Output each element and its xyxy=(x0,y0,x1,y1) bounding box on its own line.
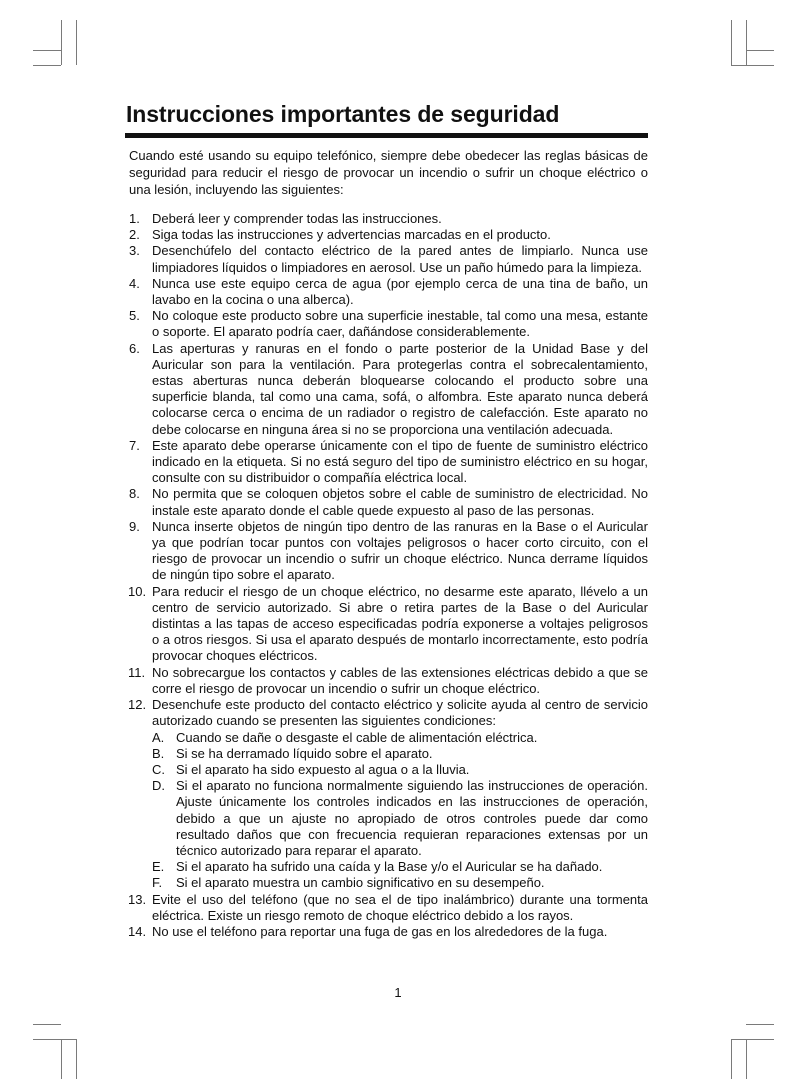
crop-mark xyxy=(76,1039,77,1079)
item-number: 2. xyxy=(129,227,140,243)
item-number: 14. xyxy=(128,923,147,939)
item-number: 6. xyxy=(129,340,140,356)
crop-mark xyxy=(61,20,62,65)
list-item xyxy=(129,211,648,227)
crop-mark xyxy=(33,50,61,51)
list-item xyxy=(129,341,648,438)
crop-mark xyxy=(746,20,747,65)
sub-item-letter: A. xyxy=(152,729,165,745)
list-item xyxy=(129,697,648,891)
list-item xyxy=(129,308,648,340)
item-text: Nunca inserte objetos de ningún tipo dentro de las ranuras en la Base o el Auricular ya que podrían tocar puntos con voltajes peligrosos o hacer corto circuito, con el riesgo de provocar un incendio o sufrir un choque eléctrico. Nunca derrame líquidos de ningún tipo sobre el aparato. xyxy=(152,518,648,583)
sub-item-letter: F. xyxy=(152,875,163,891)
list-item xyxy=(129,243,648,275)
crop-mark xyxy=(731,65,774,66)
crop-mark xyxy=(33,65,61,66)
list-item xyxy=(129,519,648,584)
list-item xyxy=(129,892,648,924)
sub-item-text: Si el aparato muestra un cambio significativo en su desempeño. xyxy=(176,875,545,891)
item-number: 1. xyxy=(129,211,140,226)
item-number: 5. xyxy=(129,308,140,324)
item-number: 11. xyxy=(128,664,146,680)
sub-item-text: Si el aparato ha sido expuesto al agua o a la lluvia. xyxy=(176,761,470,777)
item-text: Siga todas las instrucciones y advertencias marcadas en el producto. xyxy=(152,227,551,243)
crop-mark xyxy=(61,1039,62,1079)
crop-mark xyxy=(746,1024,774,1025)
sub-item-letter: C. xyxy=(152,761,165,777)
sub-item-text: Si se ha derramado líquido sobre el aparato. xyxy=(176,745,433,761)
sub-item-text: Si el aparato ha sufrido una caída y la Base y/o el Auricular se ha dañado. xyxy=(176,859,603,875)
item-number: 10. xyxy=(128,583,147,599)
sublist-item xyxy=(152,762,648,778)
sublist-item xyxy=(152,859,648,875)
sublist-item xyxy=(152,778,648,859)
crop-mark xyxy=(731,20,732,65)
item-text: Para reducir el riesgo de un choque eléctrico, no desarme este aparato, llévelo a un centro de servicio autorizado. Si abre o retira partes de la Base o del Auricular distintas a las tapas de acceso especificadas podría exponerse a voltajes peligrosos o a otros riesgos. Si usa el aparato después de montarlo incorrectamente, esto podría provocar choques eléctricos. xyxy=(152,583,648,664)
item-number: 4. xyxy=(129,275,140,291)
safety-instructions-list xyxy=(129,211,648,940)
list-item xyxy=(129,486,648,518)
sub-item-text: Si el aparato no funciona normalmente siguiendo las instrucciones de operación. Ajuste únicamente los controles indicados en las instrucciones de operación, debido a que un ajuste no apropiado de otros controles puede dar como resultado daños que con frecuencia requieran reparaciones extensas por un técnico autorizado para reparar el aparato. xyxy=(176,778,648,858)
item-text: No coloque este producto sobre una superficie inestable, tal como una mesa, estante o soporte. El aparato podría caer, dañándose considerablemente. xyxy=(152,308,648,340)
item-text: No sobrecargue los contactos y cables de las extensiones eléctricas debido a que se corre el riesgo de provocar un incendio o sufrir un choque eléctrico. xyxy=(152,664,648,696)
sub-item-letter: B. xyxy=(152,745,165,761)
item-number: 13. xyxy=(128,891,147,907)
intro-paragraph: Cuando esté usando su equipo telefónico, siempre debe obedecer las reglas básicas de seguridad para reducir el riesgo de provocar un incendio o sufrir un choque eléctrico o una lesión, incluyendo las siguientes: xyxy=(129,148,648,197)
list-item xyxy=(129,227,648,243)
item-text: No use el teléfono para reportar una fuga de gas en los alrededores de la fuga. xyxy=(152,923,608,939)
item-text: Nunca use este equipo cerca de agua (por ejemplo cerca de una tina de baño, un lavabo en la cocina o una alberca). xyxy=(152,275,648,308)
sub-item-letter: E. xyxy=(152,859,165,875)
item-number: 12. xyxy=(128,697,147,713)
crop-mark xyxy=(33,1039,76,1040)
item-text: No permita que se coloquen objetos sobre el cable de suministro de electricidad. No instale este aparato donde el cable quede expuesto al paso de las personas. xyxy=(152,486,648,518)
list-item xyxy=(129,584,648,665)
sublist-item xyxy=(152,875,648,891)
crop-mark xyxy=(746,1039,747,1079)
sub-item-text: Cuando se dañe o desgaste el cable de alimentación eléctrica. xyxy=(176,729,538,745)
item-text: Las aperturas y ranuras en el fondo o parte posterior de la Unidad Base y del Auricular son para la ventilación. Para protegerlas contra el sobrecalentamiento, estas aberturas nunca deberán bloquearse colocando el producto sobre una superficie blanda, tal como una cama, sofá, o alfombra. Este aparato nunca deberá colocarse cerca o encima de un radiador o registro de calefacción. Este aparato no debe colocarse en ninguna área si no se proporciona una ventilación adecuada. xyxy=(152,340,648,437)
item-number: 7. xyxy=(129,437,140,453)
crop-mark xyxy=(731,1039,774,1040)
item-text: Este aparato debe operarse únicamente con el tipo de fuente de suministro eléctrico indicado en la etiqueta. Si no está seguro del tipo de suministro eléctrico en su hogar, consulte con su distribuidor o compañía eléctrica local. xyxy=(152,437,648,486)
sublist-item xyxy=(152,730,648,746)
item-text: Desenchúfelo del contacto eléctrico de la pared antes de limpiarlo. Nunca use limpiadores líquidos o limpiadores en aerosol. Use un paño húmedo para la limpieza. xyxy=(152,243,648,275)
item-number: 3. xyxy=(129,243,140,259)
sublist-item xyxy=(152,746,648,762)
list-item xyxy=(129,276,648,308)
item-text: Desenchufe este producto del contacto eléctrico y solicite ayuda al centro de servicio autorizado cuando se presenten las siguientes condiciones: xyxy=(152,697,648,729)
item-number: 9. xyxy=(129,518,140,534)
item-text: Evite el uso del teléfono (que no sea el de tipo inalámbrico) durante una tormenta eléctrica. Existe un riesgo remoto de choque eléctrico debido a los rayos. xyxy=(152,891,648,923)
page-title: Instrucciones importantes de seguridad xyxy=(126,101,560,127)
item-number: 8. xyxy=(129,486,140,502)
item-text: Deberá leer y comprender todas las instrucciones. xyxy=(152,211,442,226)
crop-mark xyxy=(76,20,77,65)
page-number: 1 xyxy=(394,985,402,1000)
title-rule xyxy=(125,133,648,138)
list-item xyxy=(129,438,648,487)
crop-mark xyxy=(746,50,774,51)
conditions-sublist xyxy=(152,730,648,892)
list-item xyxy=(129,665,648,697)
crop-mark xyxy=(33,1024,61,1025)
sub-item-letter: D. xyxy=(152,778,165,794)
list-item xyxy=(129,924,648,940)
crop-mark xyxy=(731,1039,732,1079)
